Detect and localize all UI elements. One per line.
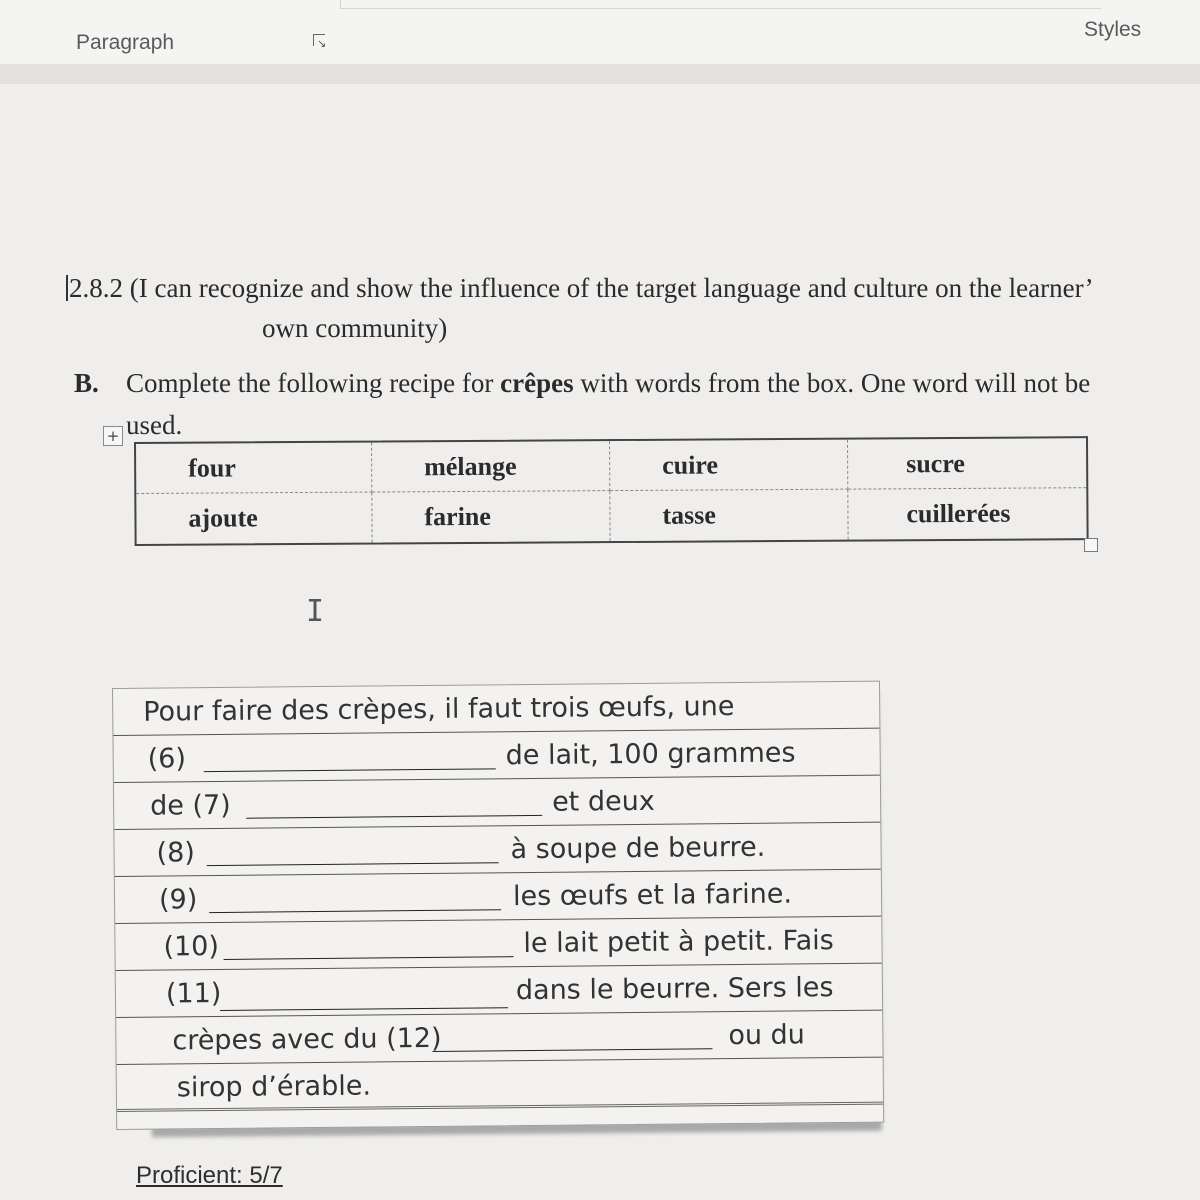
ibeam-cursor-icon: I — [306, 594, 325, 629]
table-move-handle-icon[interactable]: + — [103, 426, 123, 446]
recipe-intro: Pour faire des crèpes, il faut trois œufs, une — [143, 691, 735, 728]
recipe-text: et deux — [551, 785, 655, 818]
answer-blank — [209, 909, 501, 913]
dialog-launcher-icon[interactable]: ↘ — [312, 33, 328, 49]
blank-number: (8) — [156, 837, 195, 869]
recipe-text: dans le beurre. Sers les — [515, 972, 834, 1007]
recipe-image[interactable] — [112, 681, 884, 1130]
recipe-text: crèpes avec du (12) — [172, 1022, 442, 1057]
recipe-line — [113, 729, 879, 783]
blank-number: (10) — [163, 930, 220, 963]
word-cell[interactable]: farine — [372, 491, 610, 542]
blank-number: de (7) — [149, 789, 231, 822]
answer-blank — [246, 815, 542, 819]
table-resize-handle[interactable] — [1084, 538, 1098, 552]
recipe-line — [116, 964, 882, 1018]
word-cell[interactable]: cuillerées — [906, 498, 1011, 529]
recipe-text: le lait petit à petit. Fais — [523, 925, 834, 960]
word-cell[interactable]: tasse — [610, 490, 848, 541]
objective-line-1: 2.8.2 (I can recognize and show the influence of the target language and culture on the learner’ — [69, 273, 1094, 303]
answer-blank — [207, 862, 499, 866]
text-cursor — [66, 275, 68, 301]
recipe-line — [113, 682, 879, 736]
objective-text — [66, 268, 1200, 348]
ribbon-divider — [340, 0, 1101, 9]
paragraph-group-label: Paragraph — [76, 31, 175, 54]
blank-number: (6) — [147, 743, 187, 775]
answer-blank — [204, 768, 496, 772]
instruction-line-2: used. — [126, 410, 183, 440]
recipe-line — [115, 917, 881, 971]
section-b-instructions — [74, 362, 1200, 446]
recipe-text: les œufs et la farine. — [512, 878, 793, 913]
section-letter: B. — [74, 368, 99, 398]
blank-number: (11) — [165, 977, 222, 1010]
word-cell[interactable]: cuire — [610, 440, 848, 491]
recipe-line — [115, 870, 881, 924]
recipe-text: ou du — [728, 1019, 805, 1052]
ribbon — [0, 0, 1200, 65]
word-cell[interactable]: ajoute — [136, 493, 372, 544]
word-cell[interactable]: four — [136, 443, 372, 494]
recipe-text: à soupe de beurre. — [510, 831, 766, 866]
recipe-line — [114, 823, 880, 877]
recipe-line — [116, 1011, 882, 1065]
word-cell[interactable]: sucre — [848, 438, 1086, 489]
objective-line-2: own community) — [262, 313, 448, 343]
answer-blank — [432, 1048, 712, 1052]
answer-blank — [220, 1007, 508, 1011]
blank-number: (9) — [158, 884, 198, 916]
recipe-line — [114, 776, 880, 830]
document-top-gap — [0, 64, 1200, 84]
recipe-text: sirop d’érable. — [176, 1070, 372, 1104]
instruction-text-after: with words from the box. One word will not be — [573, 368, 1091, 398]
recipe-line — [117, 1058, 883, 1112]
instruction-text-before: Complete the following recipe for — [126, 368, 501, 398]
proficiency-score: Proficient: 5/7 — [136, 1162, 283, 1189]
styles-group-label: Styles — [1084, 18, 1142, 41]
word-box-table[interactable] — [134, 436, 1089, 546]
instruction-bold-word: crêpes — [500, 368, 574, 398]
word-cell[interactable]: mélange — [372, 441, 610, 492]
recipe-text: de lait, 100 grammes — [505, 737, 796, 772]
answer-blank — [224, 956, 514, 960]
